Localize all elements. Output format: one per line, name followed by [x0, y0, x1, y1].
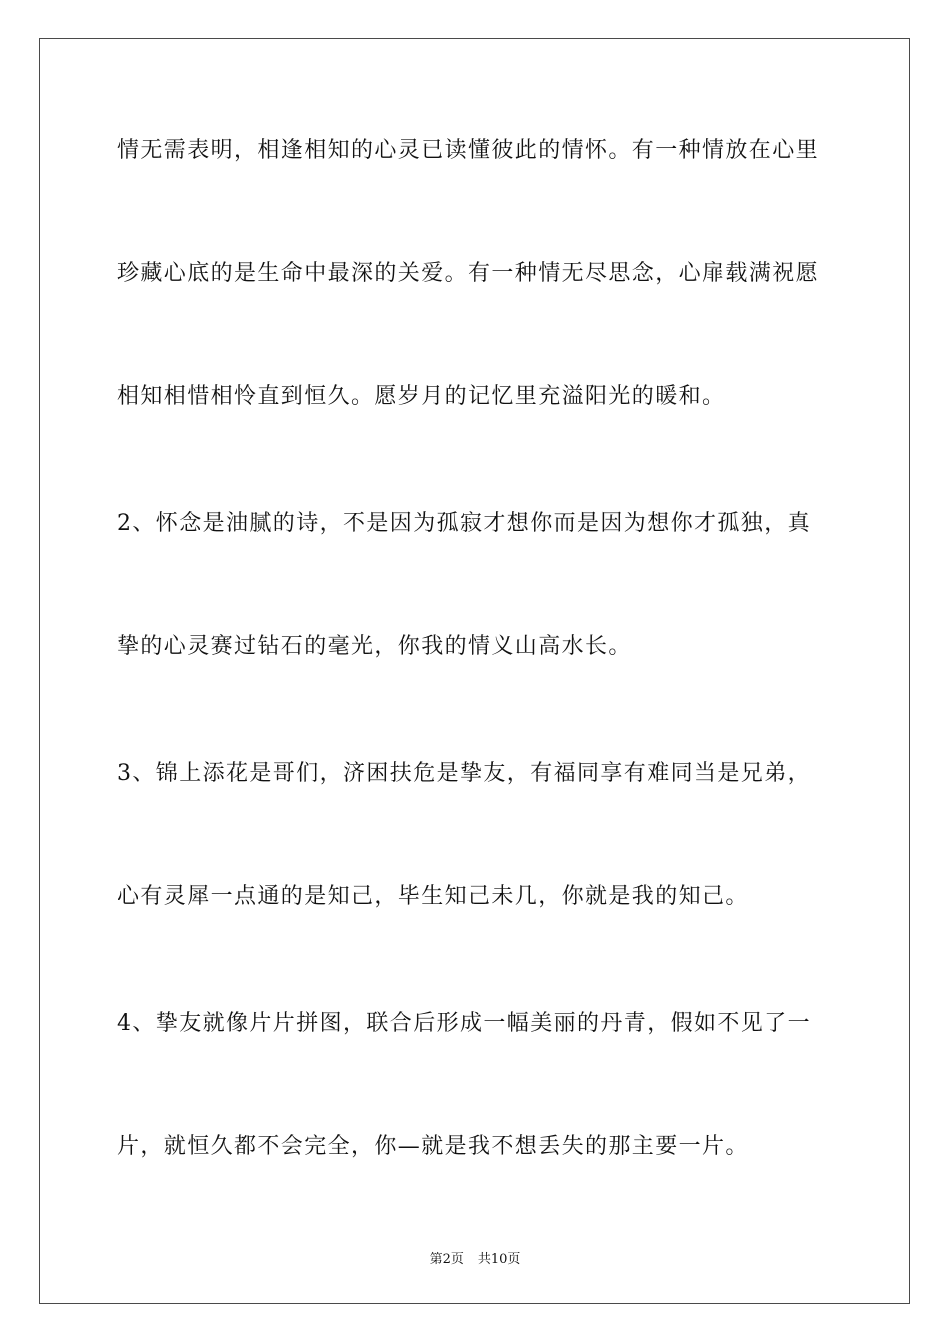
page-border: [39, 38, 910, 1304]
text-line-9: 片，就恒久都不会完全，你—就是我不想丢失的那主要一片。: [117, 1134, 749, 1159]
text-line-1: 情无需表明，相逢相知的心灵已读懂彼此的情怀。有一种情放在心里: [117, 138, 820, 163]
text-line-2: 珍藏心底的是生命中最深的关爱。有一种情无尽思念，心扉载满祝愿: [117, 261, 820, 286]
text-line-5: 挚的心灵赛过钻石的毫光，你我的情义山高水长。: [117, 634, 632, 659]
page-total: 共10页: [477, 1252, 521, 1267]
page-footer: [0, 1248, 950, 1267]
text-line-8: 4、挚友就像片片拼图，联合后形成一幅美丽的丹青，假如不见了一: [117, 1011, 811, 1036]
page-number: 第2页: [429, 1252, 464, 1267]
text-line-3: 相知相惜相怜直到恒久。愿岁月的记忆里充溢阳光的暖和。: [117, 384, 726, 409]
text-line-7: 心有灵犀一点通的是知己，毕生知己未几，你就是我的知己。: [117, 884, 749, 909]
text-line-6: 3、锦上添花是哥们，济困扶危是挚友，有福同享有难同当是兄弟，: [117, 761, 811, 786]
text-line-4: 2、怀念是油腻的诗，不是因为孤寂才想你而是因为想你才孤独，真: [117, 511, 811, 536]
